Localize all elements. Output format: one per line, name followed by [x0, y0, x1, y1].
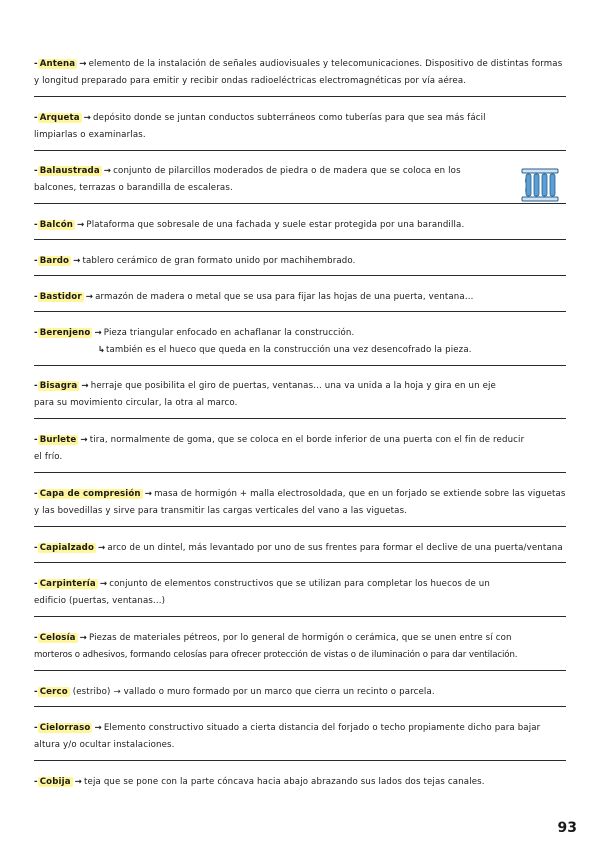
- entry-bisagra: - Bisagra → herraje que posibilita el giro de puertas, ventanas... una va unida a la hoja y gira en un eje para su movimiento circular, la otra al marco.: [34, 378, 566, 419]
- entry-text: teja que se pone con la parte cóncava hacia abajo abrazando sus lados dos tejas canales.: [84, 777, 485, 787]
- page-number: 93: [557, 820, 577, 836]
- entry-carpinteria: - Carpintería → conjunto de elementos constructivos que se utilizan para completar los huecos de un edificio (puertas, ventanas...): [34, 576, 566, 617]
- entry-term: Berenjeno: [39, 328, 91, 338]
- entry-term: Burlete: [39, 435, 77, 445]
- entry-text: tablero cerámico de gran formato unido por machihembrado.: [82, 256, 356, 266]
- entry-cerco: - Cerco (estribo) → vallado o muro formado por un marco que cierra un recinto o parcela.: [34, 684, 566, 707]
- entry-term: Antena: [39, 59, 76, 69]
- entry-antena: - Antena → elemento de la instalación de señales audiovisuales y telecomunicaciones. Dispositivo de distintas formas y longitud preparado para emitir y recibir ondas radioeléctricas electromagnéticas por vía aérea.: [34, 56, 566, 97]
- entry-term: Balaustrada: [39, 166, 100, 176]
- entry-burlete: - Burlete → tira, normalmente de goma, que se coloca en el borde inferior de una puerta con el fin de reducir el frío.: [34, 432, 566, 473]
- entry-term: Cerco: [39, 687, 68, 697]
- entry-text: Elemento constructivo situado a cierta distancia del forjado o techo propiamente dicho para bajar: [103, 723, 541, 733]
- entry-text: Plataforma que sobresale de una fachada y suele estar protegida por una barandilla.: [86, 220, 465, 230]
- entry-text: herraje que posibilita el giro de puertas, ventanas... una va unida a la hoja y gira en un eje: [90, 381, 496, 391]
- entry-term: Bastidor: [39, 292, 82, 302]
- entry-text: Pieza triangular enfocado en achaflanar la construcción.: [103, 328, 355, 338]
- entry-text: depósito donde se juntan conductos subterráneos como tuberías para que sea más fácil: [93, 113, 486, 123]
- balustrade-icon: [520, 167, 560, 203]
- entry-bardo: - Bardo → tablero cerámico de gran formato unido por machihembrado.: [34, 253, 566, 276]
- entry-celosia: - Celosía → Piezas de materiales pétreos, por lo general de hormigón o cerámica, que se unen entre sí con morteros o adhesivos, formando celosías para ofrecer protección de vistas o de iluminación o para dar ventilación.: [34, 630, 566, 671]
- entry-cobija: - Cobija → teja que se pone con la parte cóncava hacia abajo abrazando sus lados dos tejas canales.: [34, 777, 485, 787]
- entry-term: Bisagra: [39, 381, 78, 391]
- entry-text: y longitud preparado para emitir y recibir ondas radioeléctricas electromagnéticas por vía aérea.: [34, 76, 467, 86]
- entry-text: también es el hueco que queda en la construcción una vez desencofrado la pieza.: [106, 345, 472, 355]
- entry-text: conjunto de pilarcillos moderados de piedra o de madera que se coloca en los: [113, 166, 461, 176]
- entry-text: conjunto de elementos constructivos que se utilizan para completar los huecos de un: [109, 579, 490, 589]
- entry-text: el frío.: [34, 452, 63, 462]
- entry-text: morteros o adhesivos, formando celosías para ofrecer protección de vistas o de iluminación o para dar ventilación.: [34, 650, 518, 660]
- entry-cielorraso: - Cielorraso → Elemento constructivo situado a cierta distancia del forjado o techo propiamente dicho para bajar altura y/o ocultar instalaciones.: [34, 720, 566, 761]
- entry-text: balcones, terrazas o barandilla de escaleras.: [34, 183, 233, 193]
- entry-text: masa de hormigón + malla electrosoldada, que en un forjado se extiende sobre las viguetas: [154, 489, 566, 499]
- entry-text: (estribo) → vallado o muro formado por un marco que cierra un recinto o parcela.: [72, 687, 435, 697]
- entry-berenjeno: - Berenjeno → Pieza triangular enfocado en achaflanar la construcción. ↳también es el hueco que queda en la construcción una vez desencofrado la pieza.: [34, 325, 566, 366]
- entry-term: Capialzado: [39, 543, 95, 553]
- entry-term: Cobija: [39, 777, 71, 787]
- entry-balcon: - Balcón → Plataforma que sobresale de una fachada y suele estar protegida por una barandilla.: [34, 217, 566, 240]
- entry-arqueta: - Arqueta → depósito donde se juntan conductos subterráneos como tuberías para que sea más fácil limpiarlas o examinarlas.: [34, 110, 566, 151]
- entry-term: Celosía: [39, 633, 76, 643]
- entry-text: arco de un dintel, más levantado por uno de sus frentes para formar el declive de una puerta/ventana: [107, 543, 563, 553]
- entry-text: tira, normalmente de goma, que se coloca en el borde inferior de una puerta con el fin de reducir: [89, 435, 525, 445]
- entry-term: Bardo: [39, 256, 70, 266]
- entry-capa-de-compresion: - Capa de compresión → masa de hormigón + malla electrosoldada, que en un forjado se extiende sobre las viguetas y las bovedillas y sirve para transmitir las cargas verticales del vano a las viguetas.: [34, 486, 566, 527]
- entry-text: elemento de la instalación de señales audiovisuales y telecomunicaciones. Dispositivo de distintas formas: [88, 59, 563, 69]
- entry-term: Capa de compresión: [39, 489, 141, 499]
- entry-balaustrada: - Balaustrada → conjunto de pilarcillos moderados de piedra o de madera que se coloca en los balcones, terrazas o barandilla de escaleras.: [34, 163, 566, 204]
- entry-text: altura y/o ocultar instalaciones.: [34, 740, 175, 750]
- entry-text: edificio (puertas, ventanas...): [34, 596, 166, 606]
- entry-term: Carpintería: [39, 579, 96, 589]
- entry-text: para su movimiento circular, la otra al marco.: [34, 398, 238, 408]
- entry-text: y las bovedillas y sirve para transmitir las cargas verticales del vano a las viguetas.: [34, 506, 408, 516]
- entry-term: Cielorraso: [39, 723, 91, 733]
- entry-text: limpiarlas o examinarlas.: [34, 130, 146, 140]
- entry-text: Piezas de materiales pétreos, por lo general de hormigón o cerámica, que se unen entre sí con: [88, 633, 512, 643]
- entry-capialzado: - Capialzado → arco de un dintel, más levantado por uno de sus frentes para formar el declive de una puerta/ventana: [34, 540, 566, 563]
- entry-bastidor: - Bastidor → armazón de madera o metal que se usa para fijar las hojas de una puerta, ventana...: [34, 289, 566, 312]
- entry-term: Balcón: [39, 220, 74, 230]
- entry-text: armazón de madera o metal que se usa para fijar las hojas de una puerta, ventana...: [95, 292, 474, 302]
- entry-term: Arqueta: [39, 113, 80, 123]
